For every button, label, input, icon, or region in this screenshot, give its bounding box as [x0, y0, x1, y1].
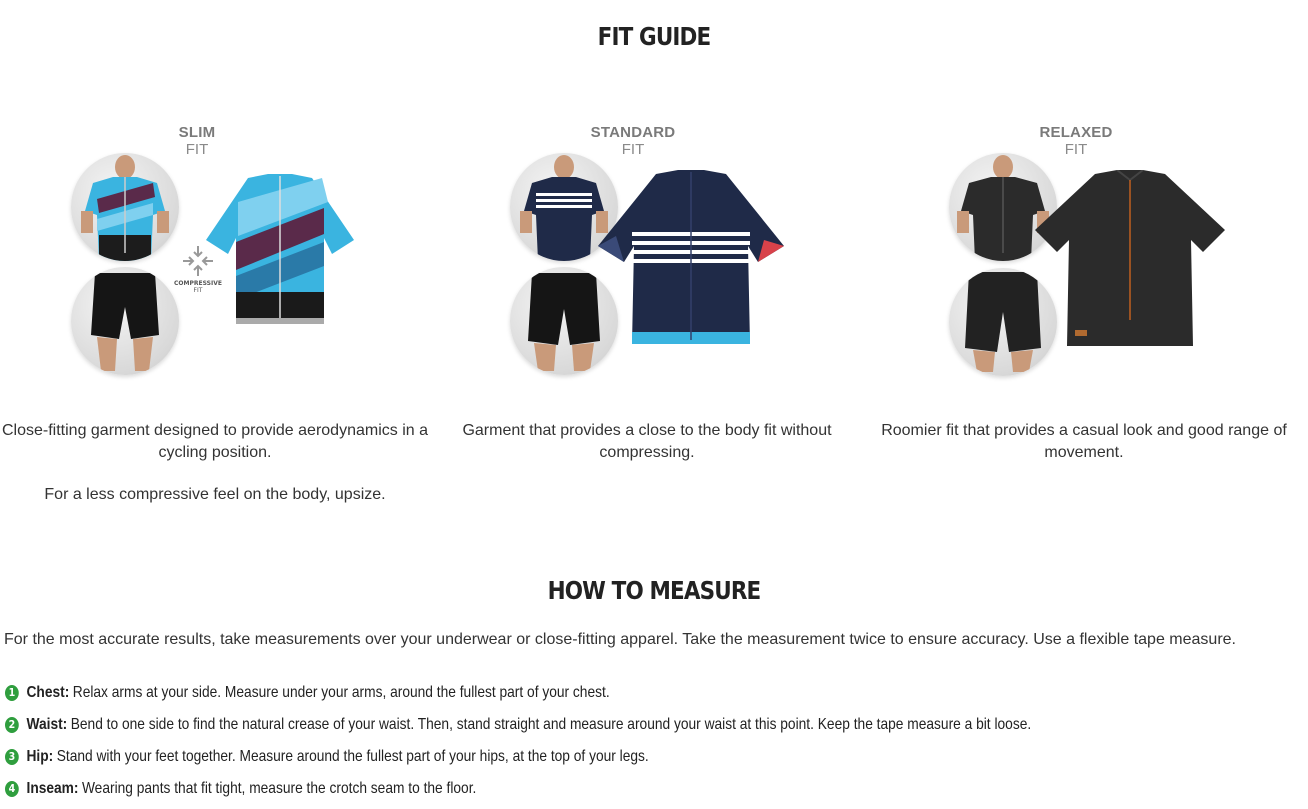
list-item — [5, 773, 1031, 805]
compressive-label: COMPRESSIVE — [174, 280, 222, 287]
fit-description-note: For a less compressive feel on the body, upsize. — [44, 486, 386, 503]
fit-relaxed-description — [869, 420, 1299, 484]
step-label: Waist: — [26, 716, 68, 733]
step-number-badge: 1 — [5, 685, 19, 701]
slim-jersey-model-image — [71, 153, 179, 261]
fit-description-text: Close-fitting garment designed to provide aerodynamics in a cycling position. — [1, 422, 428, 461]
fit-description-text: Roomier fit that provides a casual look and good range of movement. — [881, 422, 1287, 461]
step-text: Wearing pants that fit tight, measure the crotch seam to the floor. — [81, 780, 477, 797]
step-number-badge: 4 — [5, 781, 19, 797]
fit-guide-title: FIT GUIDE — [597, 22, 711, 51]
fit-relaxed-header — [861, 124, 1291, 158]
step-label: Inseam: — [26, 780, 79, 797]
how-to-measure-intro: For the most accurate results, take measurements over your underwear or close-fitting apparel. Take the measurement twice to ensure accuracy. Use a flexible tape measure. — [4, 631, 1236, 648]
step-label: Hip: — [26, 748, 54, 765]
compressive-sub-label: FIT — [193, 287, 203, 294]
relaxed-jersey-image — [1033, 170, 1227, 350]
fit-name: SLIM — [178, 124, 216, 141]
fit-slim-header — [0, 124, 412, 158]
standard-jersey-image — [596, 170, 786, 350]
fit-name: RELAXED — [1039, 124, 1113, 141]
step-text: Relax arms at your side. Measure under your arms, around the fullest part of your chest. — [72, 684, 610, 701]
fit-name: STANDARD — [590, 124, 676, 141]
slim-shorts-model-image — [71, 267, 179, 375]
fit-subtitle: FIT — [185, 141, 209, 158]
slim-jersey-image — [204, 172, 356, 328]
step-label: Chest: — [26, 684, 70, 701]
fit-subtitle: FIT — [1064, 141, 1088, 158]
how-to-measure-title: HOW TO MEASURE — [547, 576, 761, 605]
step-text: Bend to one side to find the natural crease of your waist. Then, stand straight and measure around your waist at this point. Keep the tape measure a bit loose. — [70, 716, 1032, 733]
list-item — [5, 677, 1031, 709]
list-item — [5, 741, 1031, 773]
step-number-badge: 2 — [5, 717, 19, 733]
fit-slim-description — [0, 420, 430, 526]
step-text: Stand with your feet together. Measure around the fullest part of your hips, at the top of your legs. — [56, 748, 649, 765]
step-number-badge: 3 — [5, 749, 19, 765]
measure-steps-list — [5, 677, 1198, 805]
list-item — [5, 709, 1031, 741]
fit-standard-header — [418, 124, 848, 158]
fit-standard-description — [432, 420, 862, 484]
fit-subtitle: FIT — [621, 141, 645, 158]
fit-description-text: Garment that provides a close to the body fit without compressing. — [462, 422, 832, 461]
